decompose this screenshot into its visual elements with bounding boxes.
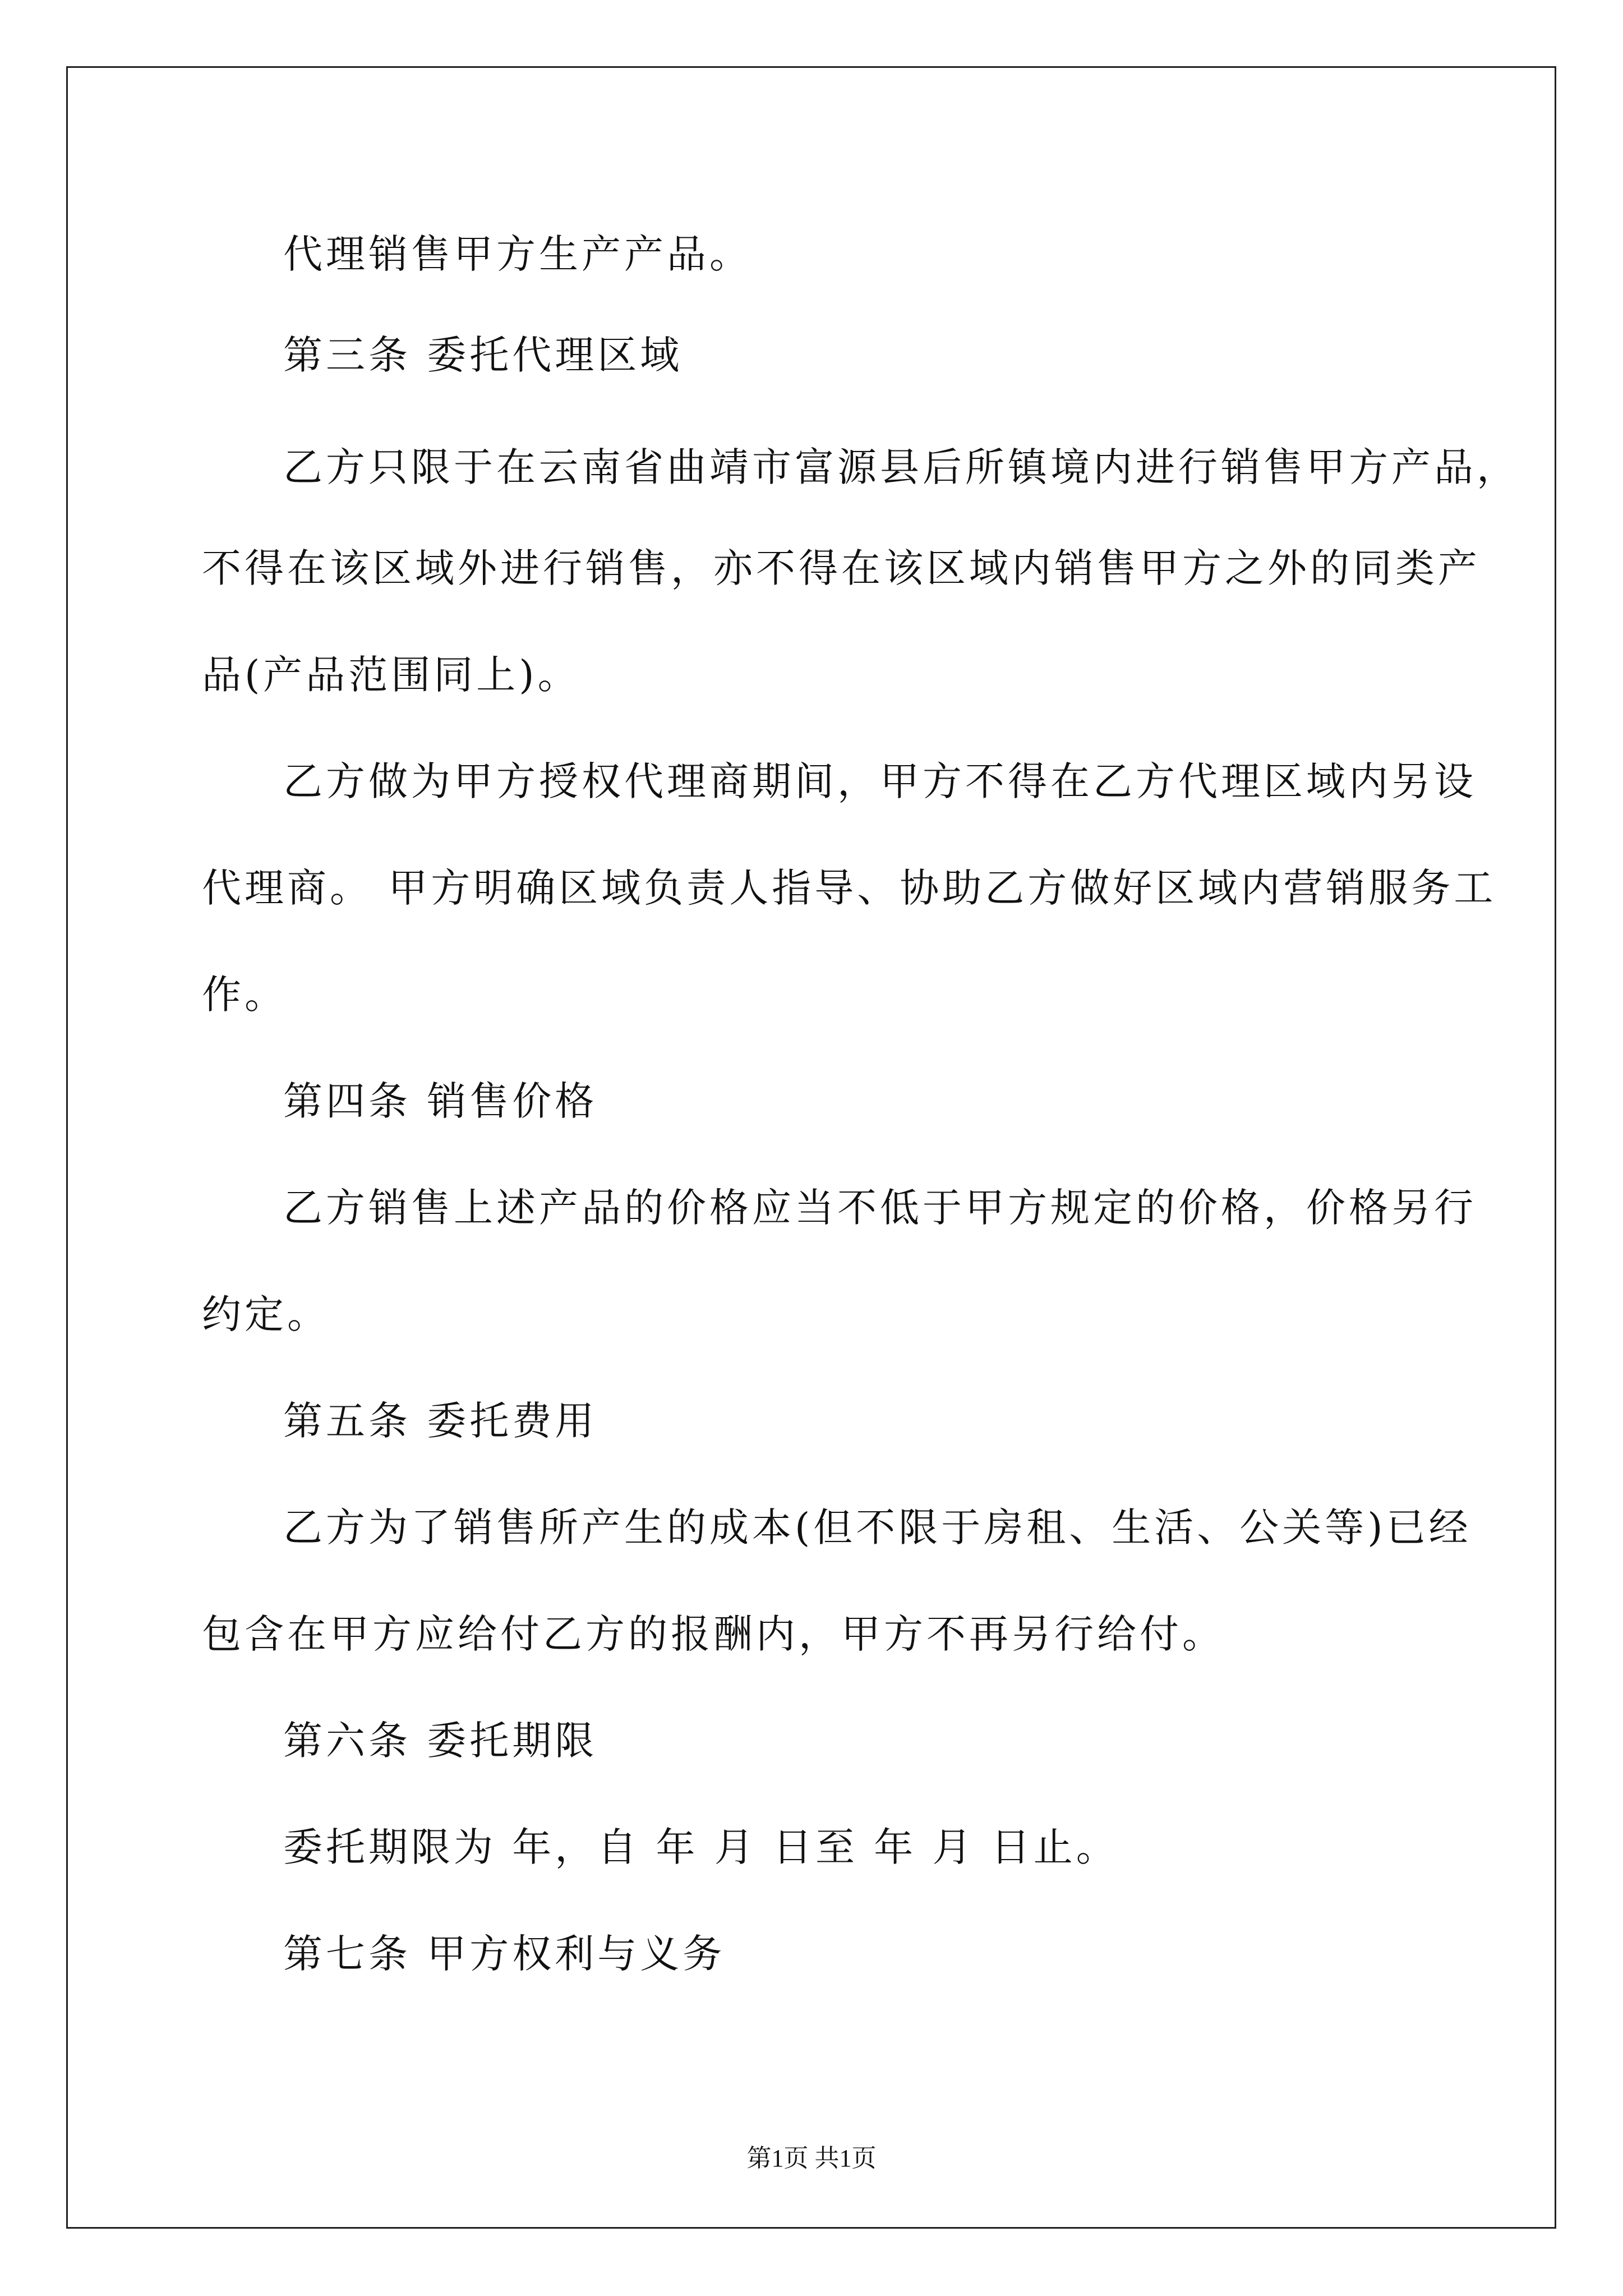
text-line: 包含在甲方应给付乙方的报酬内，甲方不再另行给付。 bbox=[202, 1611, 1225, 1657]
text-line: 委托期限为 年，自 年 月 日至 年 月 日止。 bbox=[283, 1824, 1119, 1870]
text-line: 代理销售甲方生产产品。 bbox=[283, 231, 752, 277]
section-heading: 第三条 委托代理区域 bbox=[283, 332, 683, 378]
section-heading: 第七条 甲方权利与义务 bbox=[283, 1931, 726, 1977]
page-footer: 第1页 共1页 bbox=[746, 2145, 877, 2172]
text-line: 乙方为了销售所产生的成本(但不限于房租、生活、公关等)已经 bbox=[283, 1504, 1472, 1550]
text-line: 乙方只限于在云南省曲靖市富源县后所镇境内进行销售甲方产品， bbox=[283, 444, 1519, 490]
text-line: 作。 bbox=[202, 972, 287, 1018]
text-line: 乙方销售上述产品的价格应当不低于甲方规定的价格，价格另行 bbox=[283, 1185, 1477, 1231]
text-line: 不得在该区域外进行销售，亦不得在该区域内销售甲方之外的同类产 bbox=[202, 545, 1481, 591]
section-heading: 第五条 委托费用 bbox=[283, 1398, 598, 1444]
text-line: 约定。 bbox=[202, 1291, 330, 1337]
section-heading: 第四条 销售价格 bbox=[283, 1078, 598, 1124]
text-line: 乙方做为甲方授权代理商期间，甲方不得在乙方代理区域内另设 bbox=[283, 758, 1477, 804]
section-heading: 第六条 委托期限 bbox=[283, 1718, 598, 1764]
page-border bbox=[66, 66, 1556, 2229]
text-line: 代理商。 甲方明确区域负责人指导、协助乙方做好区域内营销服务工 bbox=[202, 865, 1497, 911]
text-line: 品(产品范围同上)。 bbox=[202, 652, 580, 698]
